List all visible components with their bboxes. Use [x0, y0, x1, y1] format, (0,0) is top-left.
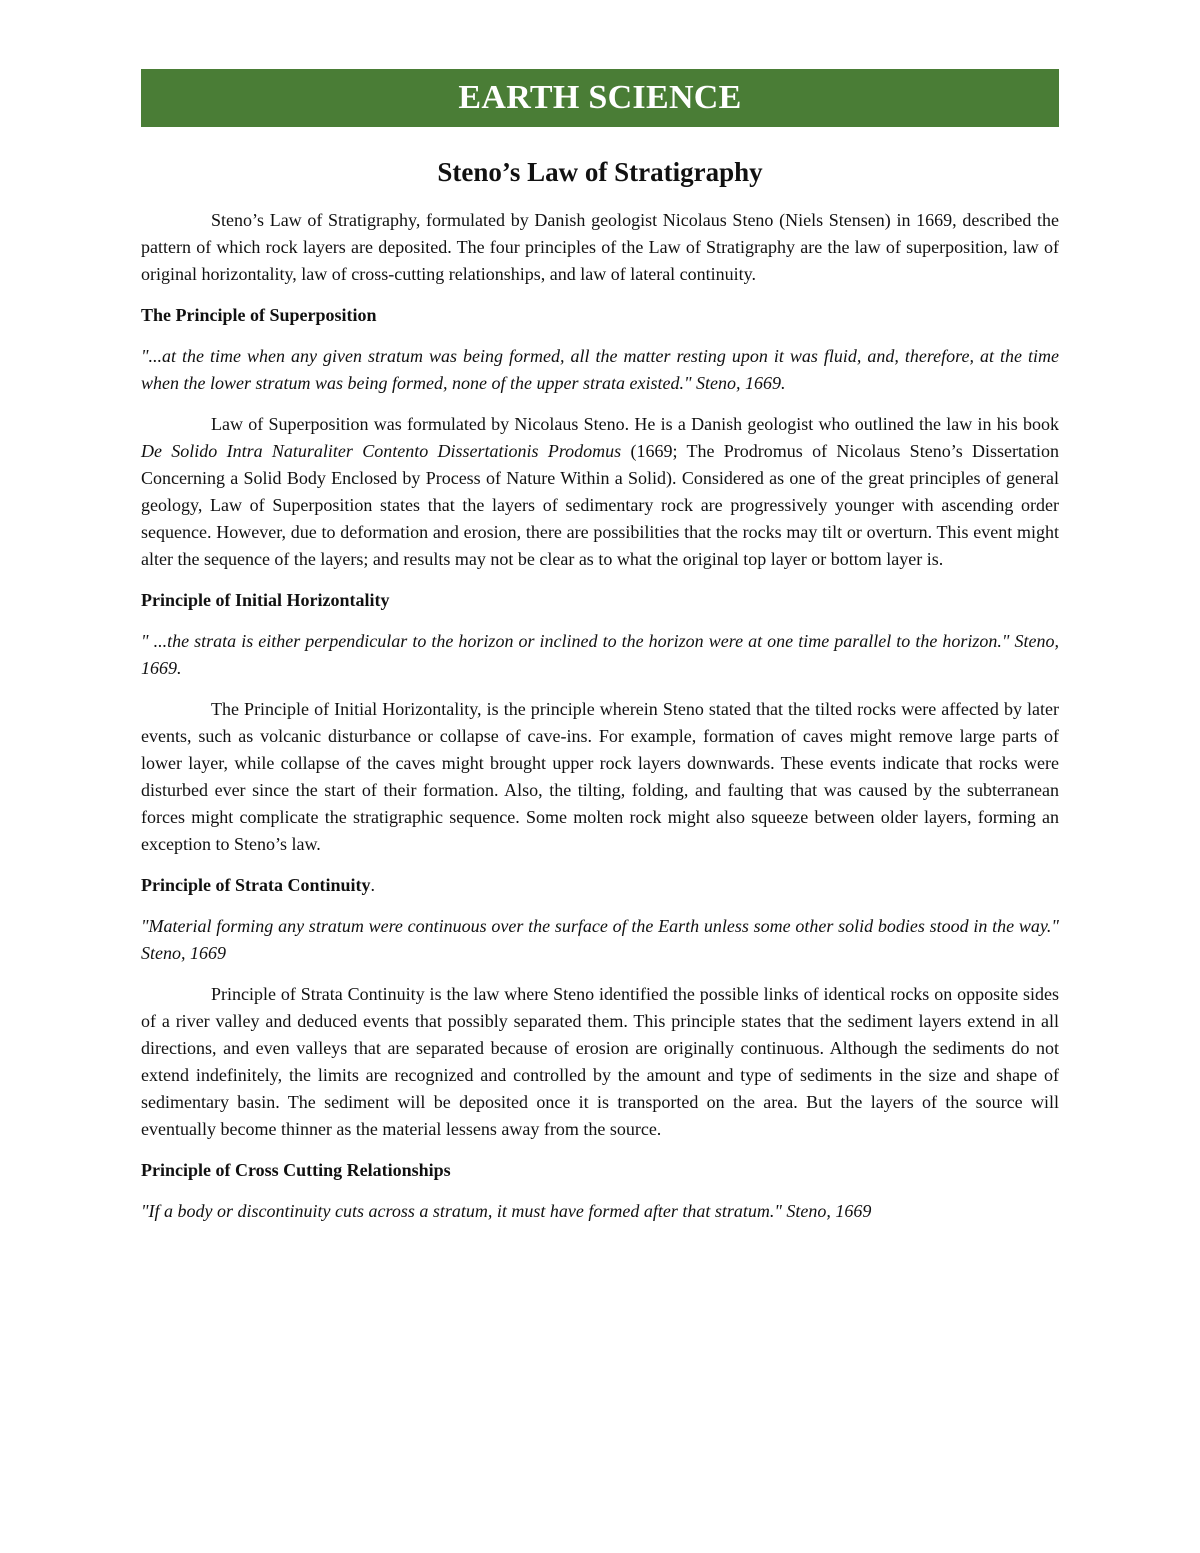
intro-paragraph: Steno’s Law of Stratigraphy, formulated by Danish geologist Nicolaus Steno (Niels Stensen) in 1669, described the pattern of which rock layers are deposited. The four principles of the Law of Stratigraphy are the law of superposition, law of original horizontality, law of cross-cutting relationships, and law of lateral continuity. — [141, 210, 1059, 284]
continuity-heading-text: Principle of Strata Continuity — [141, 875, 371, 895]
horizontality-body: The Principle of Initial Horizontality, is the principle wherein Steno stated that the tilted rocks were affected by later events, such as volcanic disturbance or collapse of cave-ins. For example, formation of caves might remove large parts of lower layer, while collapse of the caves might brought upper rock layers downwards. These events indicate that rocks were disturbed ever since the start of their formation. Also, the tilting, folding, and faulting that was caused by the subterranean forces might complicate the stratigraphic sequence. Some molten rock might also squeeze between older layers, forming an exception to Steno’s law. — [141, 699, 1059, 854]
continuity-heading-period: . — [370, 875, 375, 895]
subject-banner-title: EARTH SCIENCE — [458, 79, 742, 116]
horizontality-heading: Principle of Initial Horizontality — [141, 590, 390, 610]
cross-cutting-heading: Principle of Cross Cutting Relationships — [141, 1160, 451, 1180]
superposition-quote: "...at the time when any given stratum was being formed, all the matter resting upon it was fluid, and, therefore, at the time when the lower stratum was being formed, none of the upper strata existed." Steno, 1669. — [141, 346, 1059, 393]
continuity-body: Principle of Strata Continuity is the law where Steno identified the possible links of identical rocks on opposite sides of a river valley and deduced events that possibly separated them. This principle states that the sediment layers extend in all directions, and even valleys that are separated because of erosion are originally continuous. Although the sediments do not extend indefinitely, the limits are recognized and controlled by the amount and type of sediments in the size and shape of sedimentary basin. The sediment will be deposited once it is transported on the area. But the layers of the source will eventually become thinner as the material lessens away from the source. — [141, 984, 1059, 1139]
document-title: Steno’s Law of Stratigraphy — [437, 157, 763, 187]
continuity-quote: "Material forming any stratum were continuous over the surface of the Earth unless some other solid bodies stood in the way." Steno, 1669 — [141, 916, 1059, 963]
superposition-book-title: De Solido Intra Naturaliter Contento Dissertationis Prodomus — [141, 441, 622, 461]
superposition-body — [141, 411, 1059, 573]
document-page — [141, 69, 1059, 1239]
superposition-body-text-2: (1669; The Prodromus of Nicolaus Steno’s Dissertation Concerning a Solid Body Enclosed by Process of Nature Within a Solid). Considered as one of the great principles of general geology, Law of Superposition states that the layers of sedimentary rock are progressively younger with ascending order sequence. However, due to deformation and erosion, there are possibilities that the rocks may tilt or overturn. This event might alter the sequence of the layers; and results may not be clear as to what the original top layer or bottom layer is. — [141, 441, 1059, 569]
superposition-body-text-1: Law of Superposition was formulated by Nicolaus Steno. He is a Danish geologist who outlined the law in his book — [211, 414, 1059, 434]
horizontality-quote: " ...the strata is either perpendicular to the horizon or inclined to the horizon were at one time parallel to the horizon." Steno, 1669. — [141, 631, 1059, 678]
subject-banner — [141, 69, 1059, 127]
superposition-heading: The Principle of Superposition — [141, 305, 377, 325]
continuity-heading — [141, 872, 1059, 899]
cross-cutting-quote: "If a body or discontinuity cuts across a stratum, it must have formed after that stratum." Steno, 1669 — [141, 1201, 872, 1221]
